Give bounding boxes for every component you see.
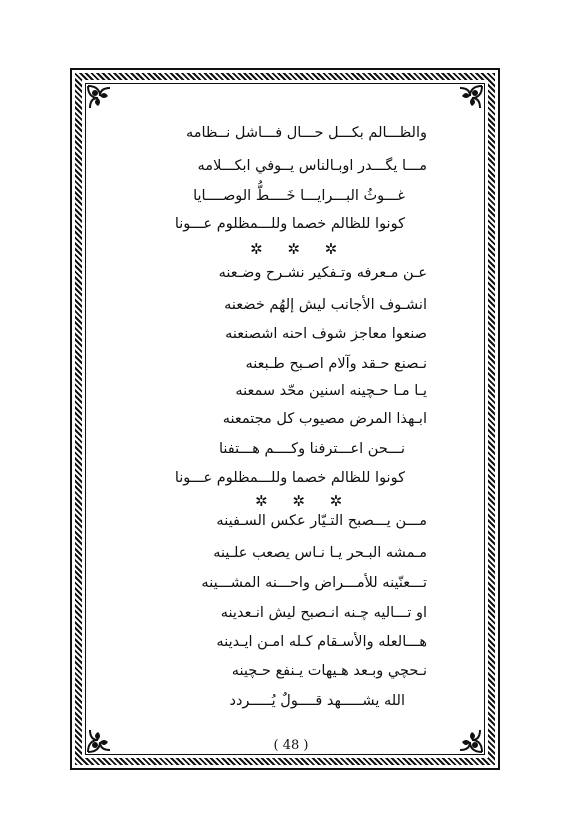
poem-line: عـن مـعرفه وتـفكير نشـرح وضـعنه: [218, 265, 427, 281]
section-separator: ✲ ✲ ✲: [255, 492, 353, 510]
poem-line: او تـــاليه چـنه انـصبح ليش انـعدينه: [220, 605, 427, 621]
poem-line: تـــعنّينه للأمـــراض واحـــنه المشـــينه: [201, 575, 427, 591]
poem-line: نـحچي وبـعد هـيهات يـنفع حـچينه: [231, 663, 427, 679]
poem-line: كونوا للظالم خصما وللـــمظلوم عـــونا: [174, 216, 405, 232]
poem-line: مـــا يگـــدر اوبـالناس يــوفي ابكـــلامه: [197, 158, 427, 174]
poem-line: والظـــالم بكـــل حـــال فـــاشل نــظامه: [185, 125, 427, 141]
poem-line: يـا مـا حـچينه اسنين محّد سمعنه: [235, 383, 427, 399]
poem-line: نـصنع حـقد وآلام اصـبح طـبعنه: [245, 356, 427, 372]
section-separator: ✲ ✲ ✲: [250, 240, 348, 258]
poem-line: مـــن يـــصبح التـيّار عكس السـفينه: [216, 513, 427, 529]
poem-line: الله يشـــــهد قــــولٌ يُـــــردد: [229, 693, 405, 709]
poem-line: هـــالعله والأسـقام كـله امـن ايـدينه: [216, 634, 427, 650]
corner-ornament-icon: [458, 84, 484, 110]
poem-line: كونوا للظالم خصما وللـــمظلوم عـــونا: [174, 470, 405, 486]
page-number: ( 48 ): [273, 738, 309, 753]
poem-line: غـــوثُ البـــرايـــا خَــــطُّ الوصــــايا: [193, 188, 405, 204]
poem-line: مـمشه البـحر يـا نـاس يصعب علـينه: [213, 545, 427, 561]
poem-line: انشـوف الأجانب ليش إلهُم خضعنه: [224, 297, 427, 313]
poem-line: ابـهذا المرض مصيوب كل مجتمعنه: [222, 411, 427, 427]
corner-ornament-icon: [86, 84, 112, 110]
poem-line: صنعوا معاجز شوف احنه اشصنعنه: [225, 326, 427, 342]
poem-line: نـــحن اعـــترفنا وكــــم هـــتفنا: [219, 441, 405, 457]
